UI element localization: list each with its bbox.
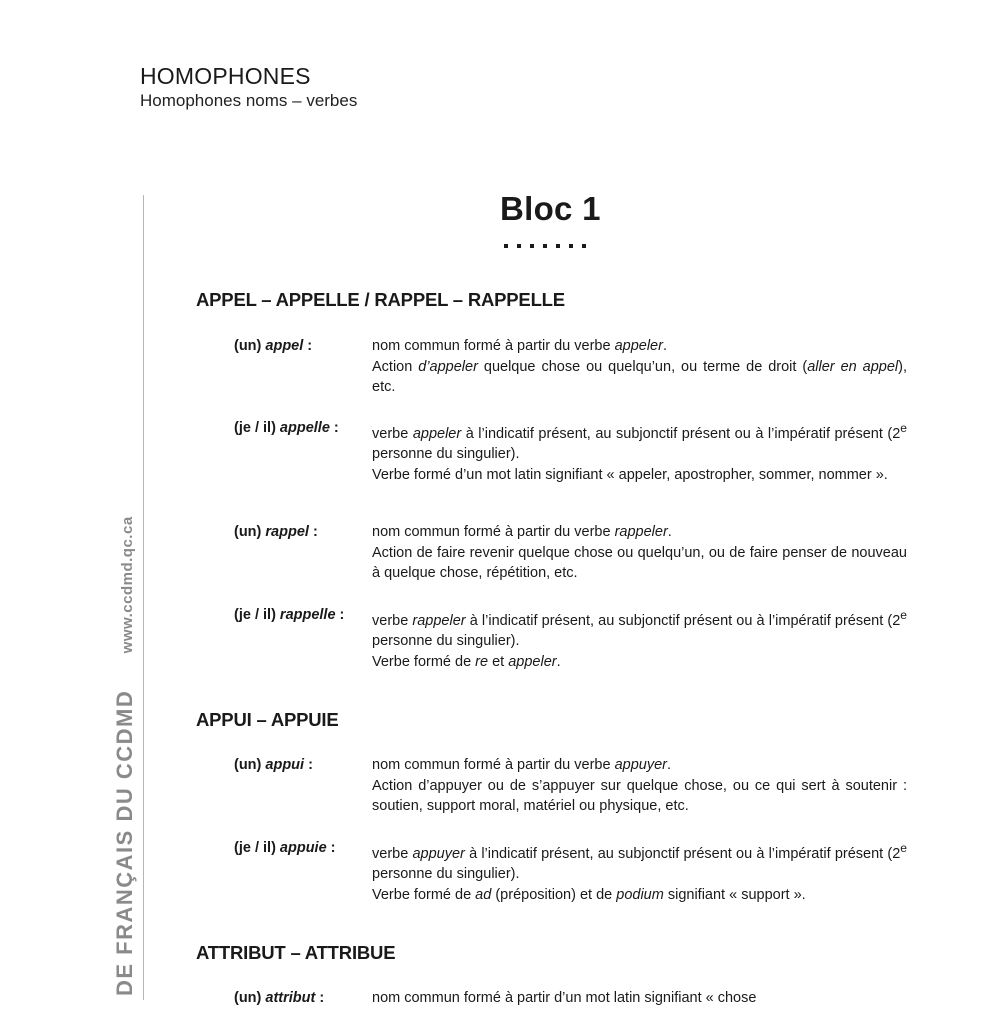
bloc-title: Bloc 1: [500, 190, 601, 227]
page-header: [140, 62, 357, 112]
brand-text: DE FRANÇAIS DU CCDMD: [112, 689, 137, 996]
section-appui: [196, 708, 916, 732]
entry-definition: nom commun formé à partir d’un mot latin signifiant « chose: [372, 990, 757, 1006]
entry-definition: nom commun formé à partir du verbe appeler. Action d’appeler quelque chose ou quelqu’un, ou terme de droit (aller en appel), etc.: [372, 338, 907, 395]
entry-term: (je / il) appelle :: [234, 420, 339, 436]
bloc-dots-divider: [504, 244, 586, 248]
entry-term: (je / il) rappelle :: [234, 607, 345, 623]
vertical-branding: [112, 500, 138, 1000]
website-text: www.ccdmd.qc.ca: [119, 516, 136, 654]
margin-rule: [143, 195, 144, 1000]
entry-definition: verbe rappeler à l’indicatif présent, au subjonctif présent ou à l’impératif présent (2e personne du singulier). Verbe formé de re et appeler.: [372, 608, 907, 670]
entry-term: (un) attribut :: [234, 990, 325, 1006]
entry-term: (un) appui :: [234, 757, 313, 773]
section-attribut: [196, 941, 916, 965]
entry-definition: verbe appeler à l’indicatif présent, au subjonctif présent ou à l’impératif présent (2e personne du singulier). Verbe formé d’un mot latin signifiant « appeler, apostropher, sommer, nommer ».: [372, 421, 907, 483]
section-heading: APPUI – APPUIE: [196, 709, 339, 730]
entry-definition: nom commun formé à partir du verbe rappeler. Action de faire revenir quelque chose ou quelqu’un, ou de faire penser de nouveau à quelque chose, répétition, etc.: [372, 524, 907, 581]
entry-definition: verbe appuyer à l’indicatif présent, au subjonctif présent ou à l’impératif présent (2e personne du singulier). Verbe formé de ad (préposition) et de podium signifiant « support ».: [372, 841, 907, 903]
page-subtitle: Homophones noms – verbes: [140, 91, 358, 110]
section-heading: APPEL – APPELLE / RAPPEL – RAPPELLE: [196, 289, 565, 310]
entry-term: (je / il) appuie :: [234, 840, 336, 856]
entry-term: (un) rappel :: [234, 524, 318, 540]
section-heading: ATTRIBUT – ATTRIBUE: [196, 942, 396, 963]
section-appel: [196, 288, 916, 312]
page-title: HOMOPHONES: [140, 63, 311, 89]
entry-term: (un) appel :: [234, 338, 313, 354]
entry-definition: nom commun formé à partir du verbe appuyer. Action d’appuyer ou de s’appuyer sur quelque chose, ou ce qui sert à soutenir : soutien, support moral, matériel ou physique, etc.: [372, 757, 907, 814]
